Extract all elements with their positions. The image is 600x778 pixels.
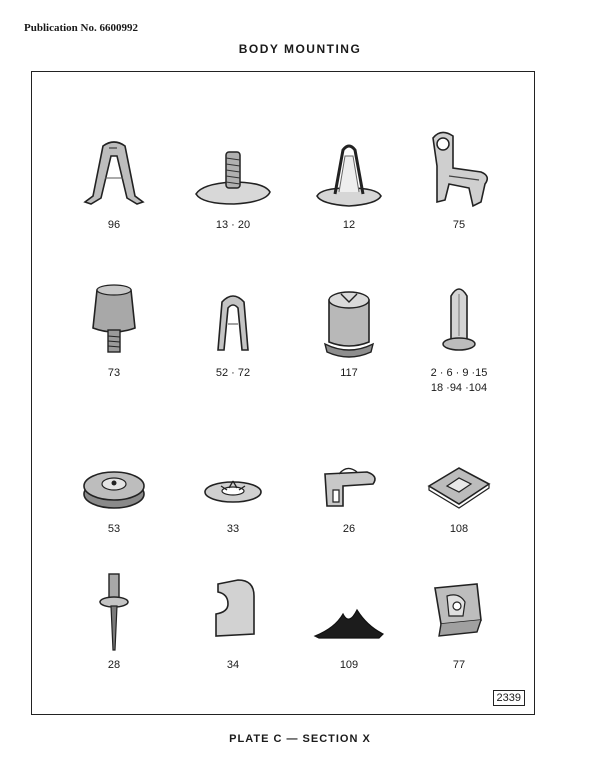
plate-caption: PLATE C — SECTION X	[229, 733, 371, 745]
cage-nut-icon	[419, 570, 499, 658]
part-75	[404, 128, 514, 233]
part-number: 117	[340, 367, 358, 379]
push-pin-icon	[424, 280, 494, 366]
loop-clip-base-icon	[309, 138, 389, 218]
part-number: 73	[107, 367, 121, 379]
rubber-buffer-icon	[79, 280, 149, 366]
part-77	[404, 570, 514, 673]
part-number: 96	[107, 219, 121, 231]
plate-reference-number: 2339	[493, 690, 525, 706]
part-109	[294, 570, 404, 673]
part-13-20	[178, 138, 288, 233]
star-washer-icon	[193, 450, 273, 522]
part-73	[59, 280, 169, 381]
publication-number: Publication No. 6600992	[24, 22, 138, 34]
square-plate-icon	[419, 450, 499, 522]
part-96	[59, 138, 169, 233]
wedge-strip-icon	[309, 570, 389, 658]
part-number: 53	[107, 523, 121, 535]
part-number: 28	[107, 659, 121, 671]
part-34	[178, 570, 288, 673]
spring-catch-clip-icon	[309, 450, 389, 522]
part-number: 77	[452, 659, 466, 671]
part-number: 13 · 20	[215, 219, 251, 231]
part-33	[178, 450, 288, 537]
part-push-pin	[404, 280, 514, 396]
eye-bracket-clip-icon	[419, 128, 499, 218]
part-number: 108	[449, 523, 469, 535]
part-108	[404, 450, 514, 537]
part-26	[294, 450, 404, 537]
stud-plate-icon	[188, 138, 278, 218]
parts-plate	[31, 71, 535, 715]
part-12	[294, 138, 404, 233]
twin-leg-clip-icon	[79, 138, 149, 218]
part-28	[59, 570, 169, 673]
part-number: 2 · 6 · 9 ·15 18 ·94 ·104	[430, 367, 488, 394]
part-number: 33	[226, 523, 240, 535]
grommet-icon	[74, 450, 154, 522]
part-number: 26	[342, 523, 356, 535]
part-number: 52 · 72	[215, 367, 251, 379]
drive-rivet-icon	[84, 570, 144, 658]
part-number: 12	[342, 219, 356, 231]
part-number: 34	[226, 659, 240, 671]
part-117	[294, 280, 404, 381]
part-52-72	[178, 284, 288, 381]
part-53	[59, 450, 169, 537]
part-number: 75	[452, 219, 466, 231]
page-title: BODY MOUNTING	[238, 42, 362, 56]
hook-pad-icon	[198, 570, 268, 658]
spring-clip-icon	[198, 284, 268, 366]
drum-fastener-icon	[309, 280, 389, 366]
part-number: 109	[339, 659, 359, 671]
